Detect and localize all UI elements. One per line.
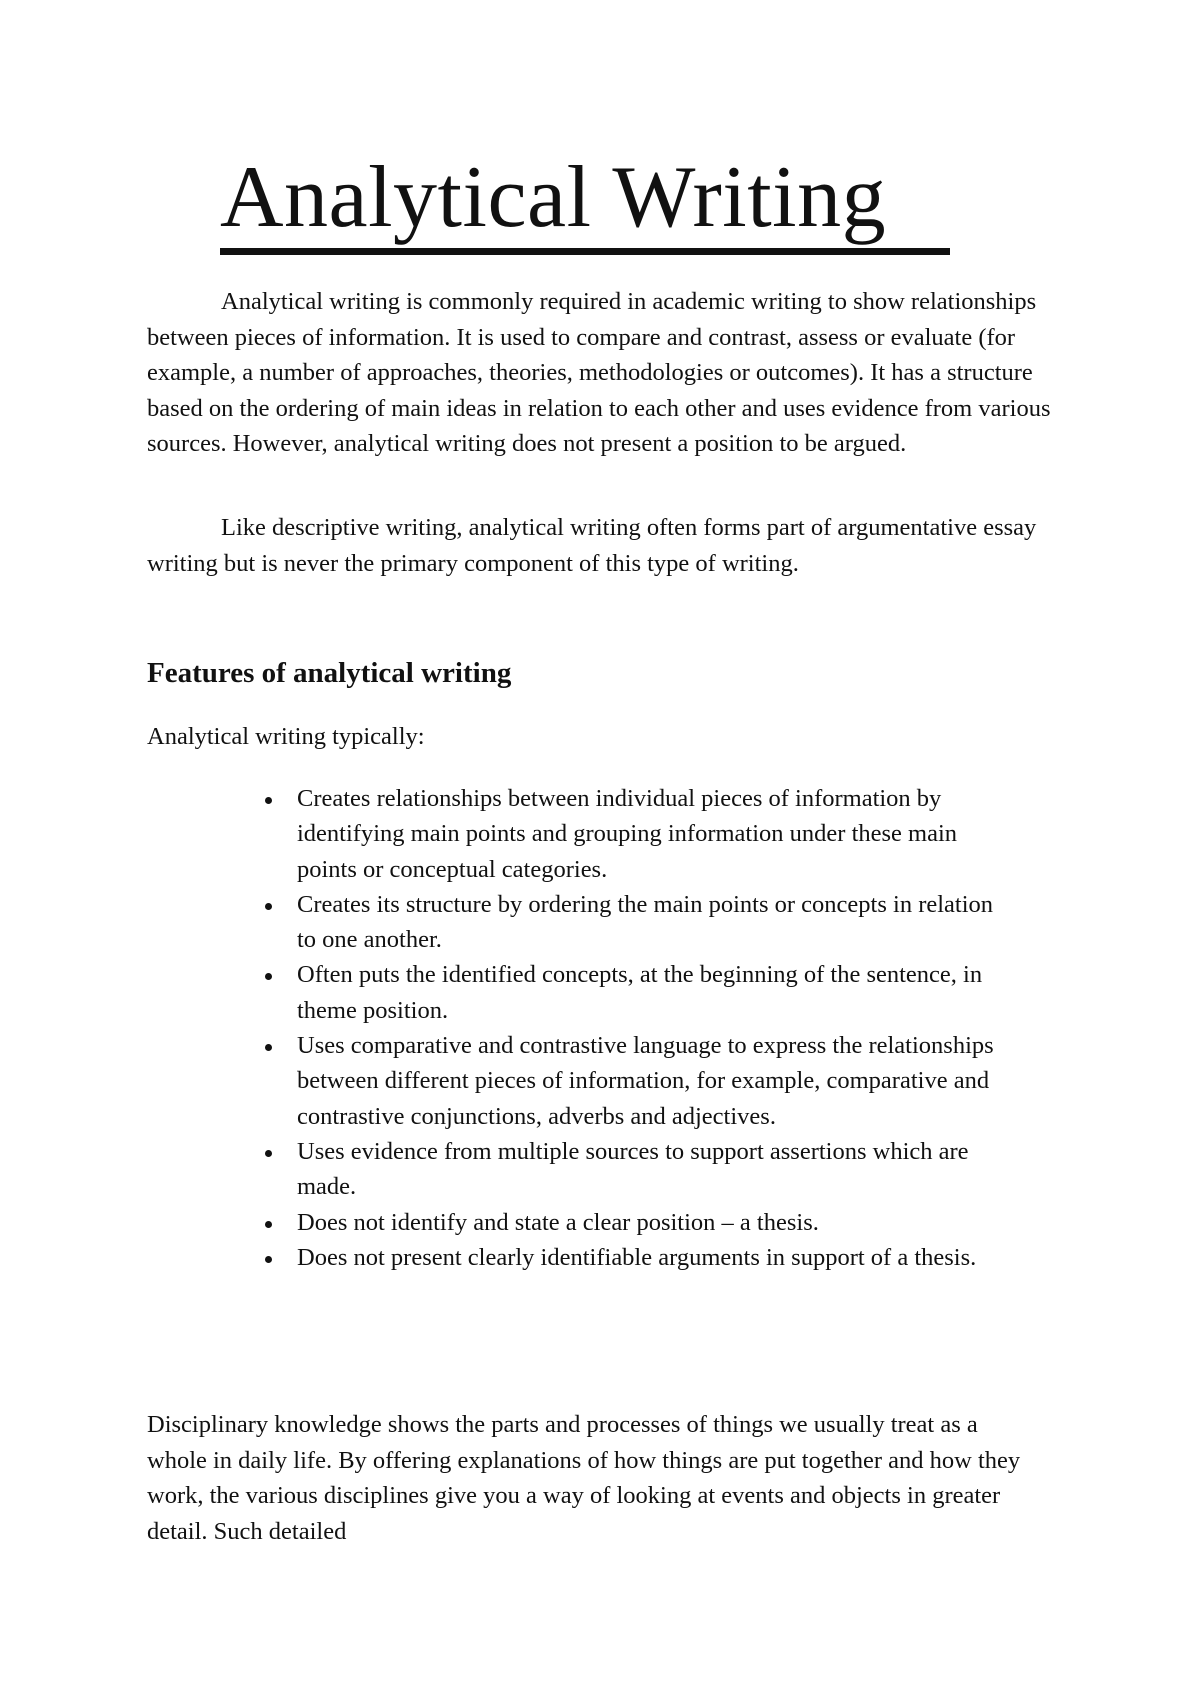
- closing-paragraph: Disciplinary knowledge shows the parts and processes of things we usually treat as a whole in daily life. By offering explanations of how things are put together and how they work, the various disciplines give you a way of looking at events and objects in greater detail. Such detailed: [147, 1411, 1021, 1545]
- section-intro: Analytical writing typically:: [147, 723, 425, 750]
- list-item: Often puts the identified concepts, at the beginning of the sentence, in theme position.: [297, 957, 1017, 1028]
- list-item: Creates relationships between individual pieces of information by identifying main points and grouping information under these main points or conceptual categories.: [297, 781, 1017, 887]
- section-heading: Features of analytical writing: [147, 657, 512, 689]
- page-title: Analytical Writing: [220, 149, 887, 246]
- intro-paragraph-2: Like descriptive writing, analytical writing often forms part of argumentative essay writing but is never the primary component of this type of writing.: [147, 514, 1037, 577]
- list-item: Does not present clearly identifiable arguments in support of a thesis.: [297, 1240, 1017, 1275]
- intro-paragraph-1: Analytical writing is commonly required in academic writing to show relationships between pieces of information. It is used to compare and contrast, assess or evaluate (for example, a number of approaches, theories, methodologies or outcomes). It has a structure based on the ordering of main ideas in relation to each other and uses evidence from various sources. However, analytical writing does not present a position to be argued.: [147, 288, 1051, 457]
- list-item: Creates its structure by ordering the main points or concepts in relation to one another.: [297, 887, 1017, 958]
- list-item: Does not identify and state a clear position – a thesis.: [297, 1205, 1017, 1240]
- list-item: Uses comparative and contrastive language to express the relationships between different pieces of information, for example, comparative and contrastive conjunctions, adverbs and adjectives.: [297, 1028, 1017, 1134]
- features-list: [297, 781, 1017, 1275]
- list-item: Uses evidence from multiple sources to support assertions which are made.: [297, 1134, 1017, 1205]
- title-underline: [220, 248, 950, 255]
